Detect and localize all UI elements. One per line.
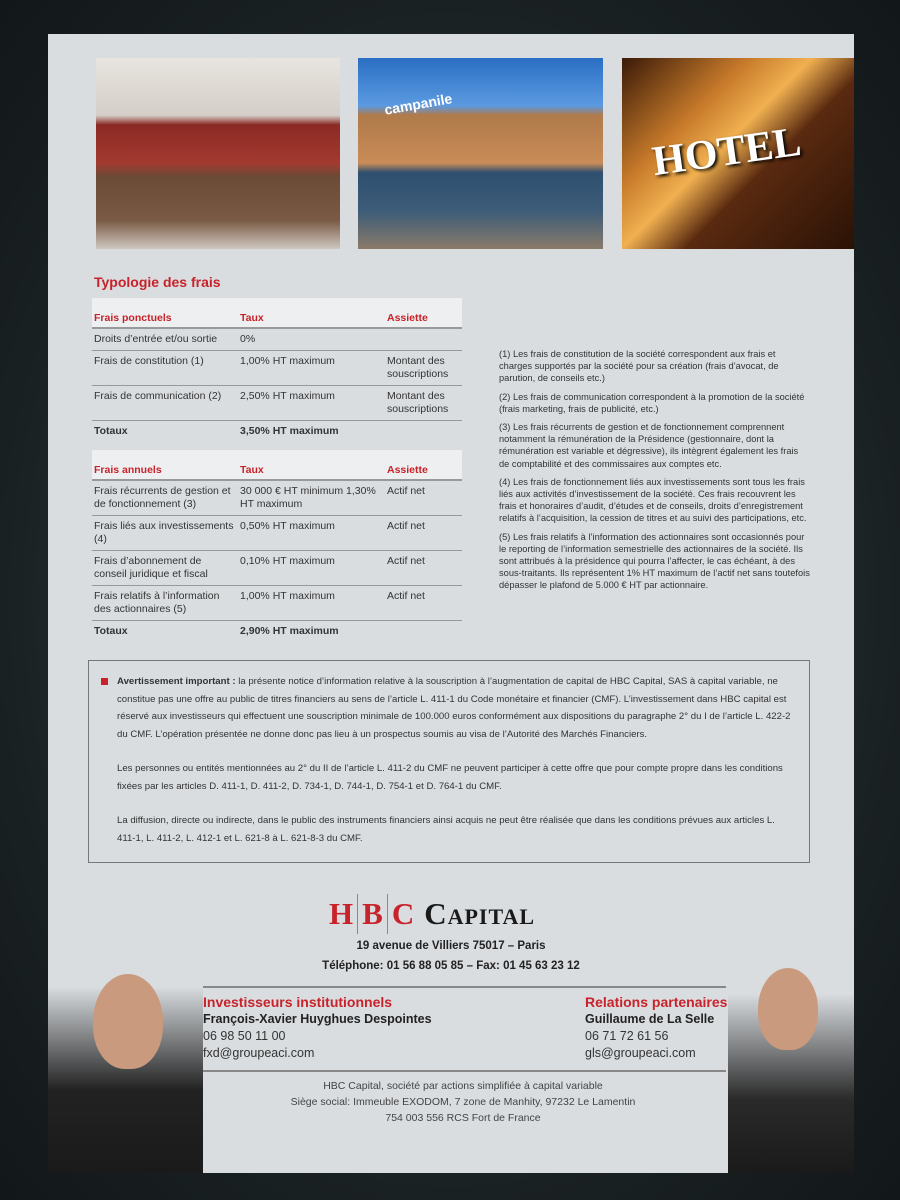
red-square-bullet-icon [101,678,108,685]
cell: Totaux [94,425,128,437]
table-row [92,386,462,421]
legal-info [198,1078,728,1126]
col-header: Taux [238,298,385,328]
cell: Droits d’entrée et/ou sortie [92,328,238,351]
contact-email[interactable]: fxd@groupeaci.com [203,1046,315,1060]
cell: Actif net [385,516,462,551]
brand-sign: campanile [383,90,454,118]
cell: 1,00% HT maximum [238,351,385,386]
one-time-fees-table [92,298,462,442]
warning-paragraph: La diffusion, directe ou indirecte, dans le public des instruments financiers ainsi acquis ne peut être réalisée que dans les conditions prévues aux articles L. 411-1, L. 411-2, L. 412-1 et L. 621-8 à L. 621-8-3 du CMF. [117,815,775,844]
footnote: (5) Les frais relatifs à l’information des actionnaires sont occasionnés pour le reporting de l’information semestrielle des actionnaires de la société. Ils sont attribués à la présidence qui pourra l’affecter, le cas échéant, à des sous-traitants. Ils représentent 1% HT maximum de l’actif net sans toutefois dépasser le plafond de 5.000 € HT par actionnaire. [499,531,810,591]
logo-letter: H [329,896,354,931]
campanile-hotel-photo [358,58,603,249]
logo-letter: C [391,896,415,931]
footnote: (3) Les frais récurrents de gestion et de fonctionnement comprennent notamment la rémunération de la Présidence (gestionnaire, dont la rémunération est variable et dégressive), ils intègrent également les frais de comptabilité et des commissaires aux comptes etc. [499,422,799,469]
cell: Actif net [385,480,462,516]
contact-role: Relations partenaires [585,994,728,1010]
contact-partners [585,994,727,1062]
divider [196,1070,726,1072]
warning-paragraph: Les personnes ou entités mentionnées au 2° du II de l’article L. 411-2 du CMF ne peuvent participer à cette offre que pour compte propre dans les conditions fixées par les articles D. 411-1, D. 411-2, D. 734-1, D. 744-1, D. 754-1 et D. 764-1 du CMF. [117,763,783,792]
cell [385,328,462,351]
table-row [92,586,462,621]
table-row [92,516,462,551]
hotel-sign: HOTEL [649,118,804,186]
cell: 0,50% HT maximum [238,516,385,551]
hotel-reception-photo [96,58,340,249]
table-row [92,328,462,351]
cell: Frais de communication (2) [92,386,238,421]
annual-fees-table [92,450,462,642]
col-header: Assiette [385,450,462,480]
hotel-sign-photo [622,58,854,249]
col-header: Frais ponctuels [92,298,238,328]
cell: Frais liés aux investissements (4) [92,516,238,551]
cell: 30 000 € HT minimum 1,30% HT maximum [238,480,385,516]
logo-letter: B [362,896,383,931]
footnote: (2) Les frais de communication correspondent à la promotion de la société (frais marketing, frais de publicité, etc.) [499,391,805,414]
cell: 3,50% HT maximum [240,425,339,437]
contact-name: François-Xavier Huyghues Despointes [203,1012,432,1026]
col-header: Assiette [385,298,462,328]
cell: Totaux [94,625,128,637]
warning-text: la présente notice d’information relative à la souscription à l’augmentation de capital de HBC Capital, SAS à capital variable, ne constitue pas une offre au public de titres financiers au sens de l’article L. 411-1 du Code monétaire et financier (CMF). L’investissement dans HBC capital est réservé aux investisseurs qui effectuent une souscription minimale de 100.000 euros conformément aux dispositions du paragraphe 2° du I de l’article L. 422-2 du CMF. L’opération présentée ne donne donc pas lieu à un prospectus soumis au visa de l’Autorité des Marchés Financiers. [117,676,791,740]
cell: Actif net [385,551,462,586]
cell [385,621,462,643]
cell: Montant des souscriptions [385,386,462,421]
cell: 0% [238,328,385,351]
brochure-page [48,34,854,1173]
legal-line: 754 003 556 RCS Fort de France [385,1112,541,1124]
cell: 2,50% HT maximum [238,386,385,421]
table-row [92,351,462,386]
section-title: Typologie des frais [94,274,221,290]
cell [385,421,462,443]
legal-line: Siège social: Immeuble EXODOM, 7 zone de Manhity, 97232 Le Lamentin [290,1096,636,1108]
cell: Frais de constitution (1) [92,351,238,386]
table-row [92,551,462,586]
legal-line: HBC Capital, société par actions simplifiée à capital variable [323,1080,603,1092]
contact-email[interactable]: gls@groupeaci.com [585,1046,696,1060]
divider [196,986,726,988]
col-header: Frais annuels [92,450,238,480]
contact-role: Investisseurs institutionnels [203,994,393,1010]
phone-fax: Téléphone: 01 56 88 05 85 – Fax: 01 45 63 23 12 [322,960,580,972]
cell: Frais d’abonnement de conseil juridique et fiscal [92,551,238,586]
address: 19 avenue de Villiers 75017 – Paris [356,940,546,952]
total-row [92,421,462,443]
cell: 1,00% HT maximum [238,586,385,621]
contact-name: Guillaume de La Selle [585,1012,715,1026]
contact-institutional [203,994,432,1062]
portrait-right [728,962,854,1173]
cell: Frais récurrents de gestion et de fonctionnement (3) [92,480,238,516]
table-row [92,480,462,516]
cell: 0,10% HT maximum [238,551,385,586]
contact-phone[interactable]: 06 98 50 11 00 [203,1029,286,1043]
cell: 2,90% HT maximum [240,625,339,637]
cell: Actif net [385,586,462,621]
footnote: (4) Les frais de fonctionnement liés aux investissements sont tous les frais liés aux activités d’investissement de la société. Ces frais recouvrent les frais et honoraires d’audit, d’études et de conseils, droits d’enregistrement relatifs à l’acquisition, la cession de titres et au suivi des participations, etc. [499,476,807,524]
total-row [92,621,462,643]
col-header: Taux [238,450,385,480]
logo-name: Capital [424,896,536,931]
warning-label: Avertissement important : [117,676,236,687]
cell: Montant des souscriptions [385,351,462,386]
hbc-capital-logo [325,894,535,934]
footnotes [499,348,811,598]
portrait-left [48,966,203,1173]
cell: Frais relatifs à l’information des actionnaires (5) [92,586,238,621]
contact-phone[interactable]: 06 71 72 61 56 [585,1029,669,1043]
warning-box [88,660,810,863]
footnote: (1) Les frais de constitution de la société correspondent aux frais et charges supportés par la société pour sa création (frais d’avocat, de parution, de conseils etc.) [499,349,779,384]
